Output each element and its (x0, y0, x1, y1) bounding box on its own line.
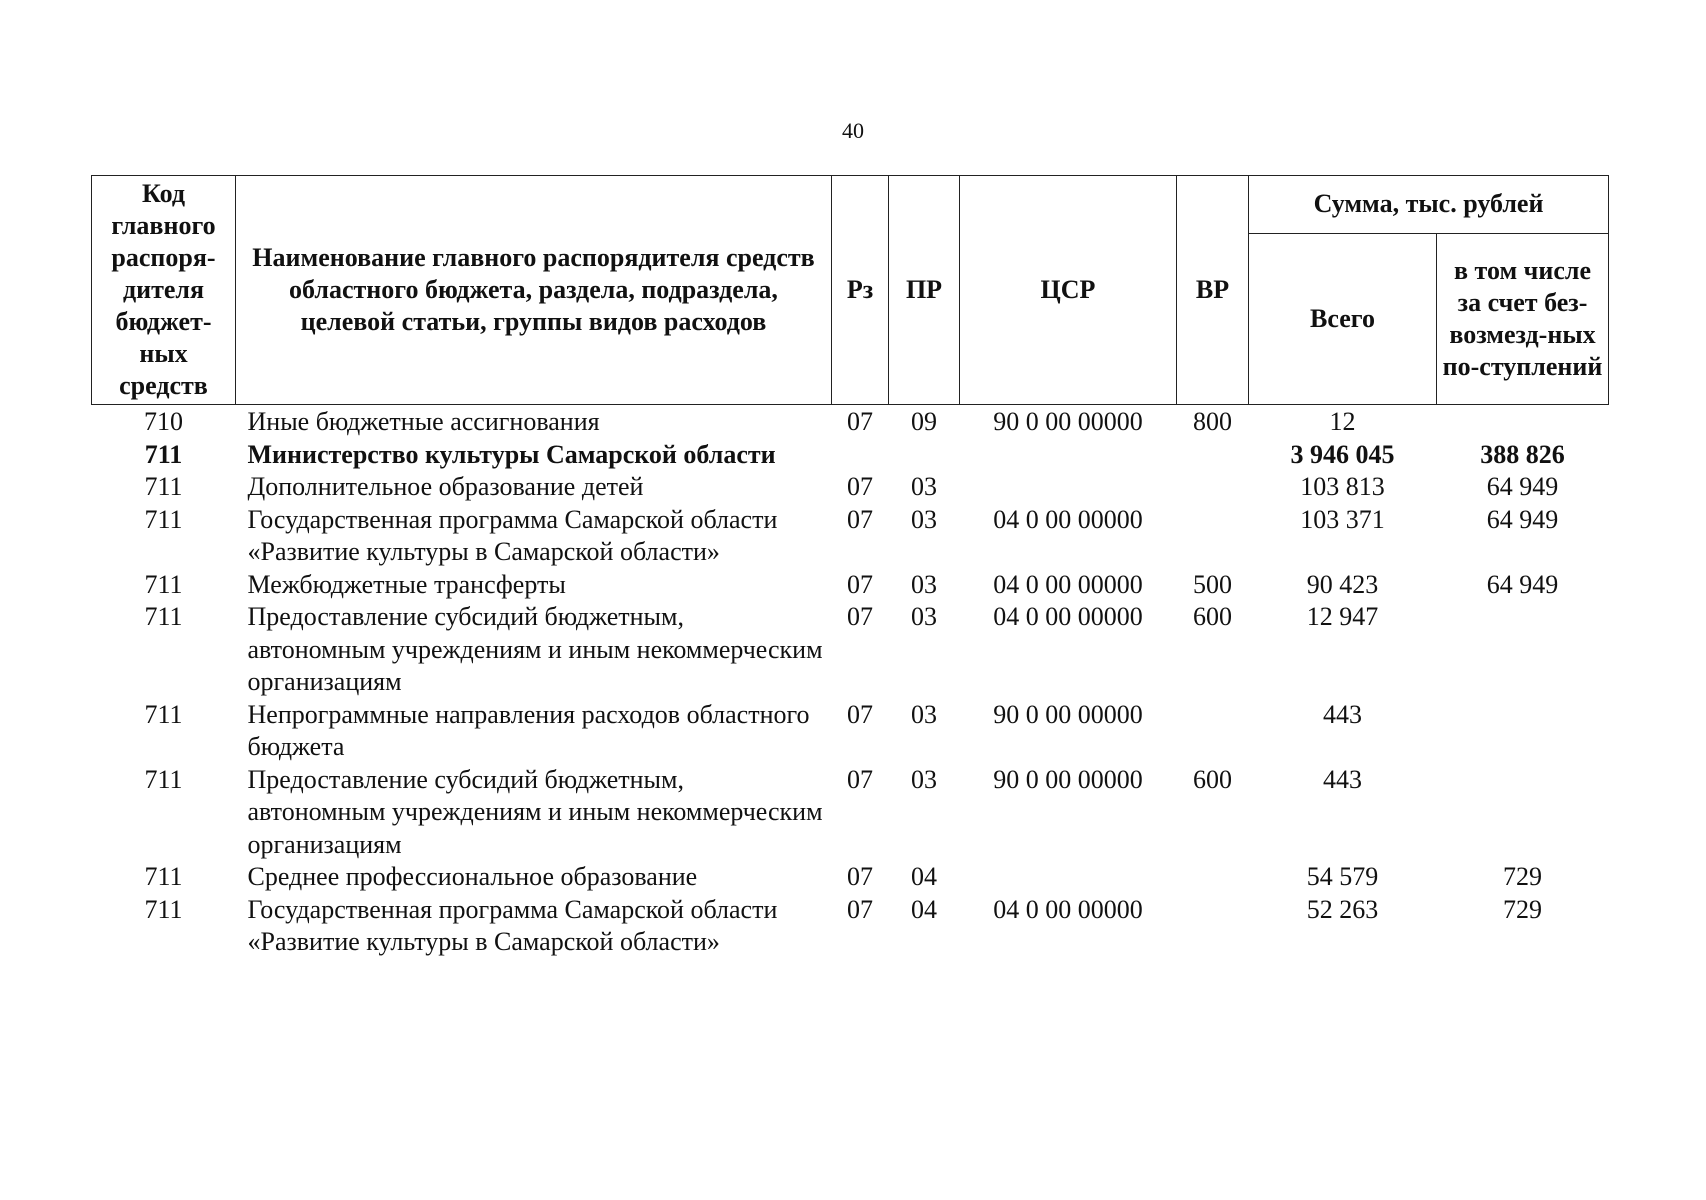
cell-pr: 03 (911, 764, 937, 794)
header-rz: Рз (832, 176, 889, 405)
table-row (92, 504, 1609, 569)
cell-total: 54 579 (1306, 862, 1379, 891)
cell-csr: 04 0 00 00000 (993, 504, 1143, 534)
cell-bezv: 64 949 (1486, 569, 1559, 599)
cell-csr (960, 861, 1177, 894)
cell-vr (1177, 894, 1249, 959)
cell-bezv: 388 826 (1480, 439, 1565, 469)
cell-name: Предоставление субсидий бюджетным, автономным учреждениям и иным некоммерческим организациям (247, 764, 823, 859)
cell-name: Государственная программа Самарской области «Развитие культуры в Самарской области» (247, 894, 778, 956)
cell-bezv: 729 (1503, 862, 1542, 891)
cell-kod: 711 (144, 699, 183, 729)
table-row (92, 471, 1609, 504)
cell-total: 443 (1323, 699, 1362, 729)
cell-rz: 07 (847, 764, 873, 794)
cell-rz: 07 (847, 472, 873, 501)
cell-bezv: 64 949 (1486, 504, 1559, 534)
cell-total: 12 (1329, 407, 1356, 436)
cell-kod: 711 (144, 862, 183, 891)
budget-table (91, 175, 1609, 959)
cell-csr: 90 0 00 00000 (993, 407, 1143, 436)
cell-name: Межбюджетные трансферты (247, 569, 566, 599)
cell-rz: 07 (847, 504, 873, 534)
cell-total: 90 423 (1306, 569, 1379, 599)
cell-kod: 711 (144, 504, 183, 534)
cell-pr (889, 439, 960, 472)
cell-csr: 90 0 00 00000 (993, 764, 1143, 794)
cell-csr: 04 0 00 00000 (993, 569, 1143, 599)
cell-bezv (1437, 764, 1609, 862)
cell-vr (1177, 439, 1249, 472)
cell-pr: 04 (911, 862, 937, 891)
cell-kod: 711 (144, 569, 183, 599)
header-kod: Код главного распоря-дителя бюджет-ных средств (92, 176, 236, 405)
cell-vr (1177, 504, 1249, 569)
cell-csr (960, 439, 1177, 472)
header-pr: ПР (889, 176, 960, 405)
cell-pr: 09 (911, 407, 937, 436)
cell-total: 52 263 (1306, 894, 1379, 924)
table-row (92, 405, 1609, 439)
cell-kod: 710 (144, 407, 183, 436)
cell-vr (1177, 861, 1249, 894)
table-header (92, 176, 1609, 405)
cell-vr: 600 (1193, 602, 1232, 631)
cell-vr: 600 (1193, 764, 1232, 794)
cell-csr: 04 0 00 00000 (993, 894, 1143, 924)
cell-total: 12 947 (1306, 602, 1379, 631)
table-row (92, 601, 1609, 699)
cell-kod: 711 (144, 472, 183, 501)
cell-vr: 500 (1193, 569, 1232, 599)
table-row (92, 764, 1609, 862)
cell-pr: 04 (911, 894, 937, 924)
header-total: Всего (1249, 233, 1437, 404)
cell-bezv (1437, 699, 1609, 764)
cell-vr: 800 (1193, 407, 1232, 436)
cell-bezv (1437, 601, 1609, 699)
cell-csr: 90 0 00 00000 (993, 699, 1143, 729)
cell-pr: 03 (911, 699, 937, 729)
header-csr: ЦСР (960, 176, 1177, 405)
cell-bezv: 64 949 (1486, 472, 1559, 501)
cell-bezv: 729 (1503, 894, 1542, 924)
cell-name: Иные бюджетные ассигнования (247, 407, 600, 436)
table-row (92, 699, 1609, 764)
table-row (92, 439, 1609, 472)
cell-kod: 711 (144, 439, 183, 469)
header-name: Наименование главного распорядителя средств областного бюджета, раздела, подраздела, целевой статьи, группы видов расходов (236, 176, 832, 405)
cell-total: 3 946 045 (1290, 439, 1395, 469)
cell-rz: 07 (847, 862, 873, 891)
table-row (92, 861, 1609, 894)
cell-kod: 711 (144, 894, 183, 924)
cell-pr: 03 (911, 504, 937, 534)
cell-total: 443 (1323, 764, 1362, 794)
cell-total: 103 813 (1300, 472, 1385, 501)
page-number: 40 (842, 118, 864, 143)
cell-rz (832, 439, 889, 472)
cell-kod: 711 (144, 764, 183, 794)
cell-pr: 03 (911, 472, 937, 501)
cell-name: Среднее профессиональное образование (247, 862, 698, 891)
cell-rz: 07 (847, 894, 873, 924)
cell-name: Государственная программа Самарской области «Развитие культуры в Самарской области» (247, 504, 778, 566)
header-vr: ВР (1177, 176, 1249, 405)
cell-name: Непрограммные направления расходов областного бюджета (247, 699, 810, 761)
cell-pr: 03 (911, 602, 937, 631)
cell-rz: 07 (847, 407, 873, 436)
table-row (92, 894, 1609, 959)
cell-kod: 711 (144, 602, 183, 631)
cell-total: 103 371 (1300, 504, 1385, 534)
cell-rz: 07 (847, 699, 873, 729)
cell-rz: 07 (847, 602, 873, 631)
header-sum: Сумма, тыс. рублей (1249, 176, 1609, 234)
header-bezv: в том числе за счет без-возмезд-ных по-ступлений (1437, 233, 1609, 404)
cell-bezv (1437, 405, 1609, 439)
table-body (92, 405, 1609, 959)
cell-csr (960, 471, 1177, 504)
cell-name: Предоставление субсидий бюджетным, автономным учреждениям и иным некоммерческим организациям (247, 602, 823, 696)
table-row (92, 569, 1609, 602)
cell-rz: 07 (847, 569, 873, 599)
cell-name: Министерство культуры Самарской области (247, 439, 776, 469)
cell-vr (1177, 699, 1249, 764)
cell-csr: 04 0 00 00000 (993, 602, 1143, 631)
cell-vr (1177, 471, 1249, 504)
cell-name: Дополнительное образование детей (247, 472, 644, 501)
cell-pr: 03 (911, 569, 937, 599)
